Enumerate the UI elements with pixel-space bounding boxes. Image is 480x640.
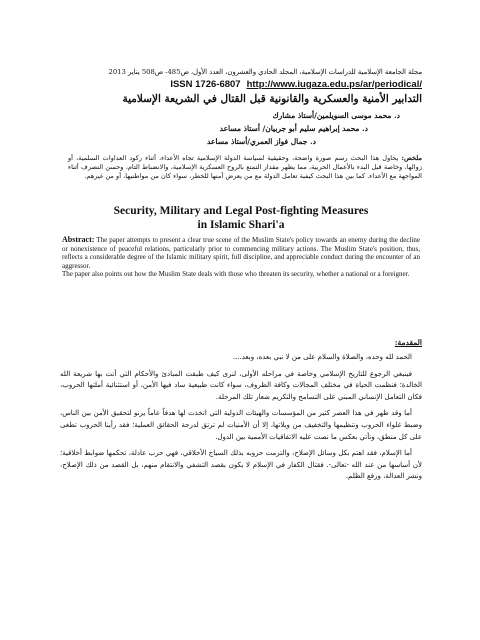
introduction-heading: المقدمة: bbox=[394, 338, 422, 347]
intro-paragraph: أما وقد ظهر في هذا العصر كثير من المؤسسات والهيئات الدولية التي اتخذت لها هدفاً عاماً يرنو لتحقيق الأمن بين الناس، وضبط غلواء الحروب وتنظيمها والتخفيف من ويلاتها، إلا أن الأمنيات لم ترتق لدرجة الحقائق العملية؛ فقد رأينا الحروب تطغى على كل منطق، وتأتي بعكس ما نصت عليه الاتفاقيات الأممية بين الدول. bbox=[60, 409, 422, 441]
intro-paragraph: الحمد لله وحده، والصلاة والسلام على من لا نبي بعده، وبعد.... bbox=[232, 353, 412, 361]
arabic-abstract-text: يحاول هذا البحث رسم صورة واضحة، وحقيقية لسياسة الدولة الإسلامية تجاه الأعداء، أثناء ركود العداوات السلمية، أو زوالها، وخاصة قبل البدء بالأعمال الحربية، مما يظهر مقدار التمتع بالروح العسكرية الإسلامية، والانضباط التام، وحسن التصرف أثناء المواجهة مع الأعداء. كما بين هذا البحث كيفية تعامل الدولة مع من يعرض أمنها للخطر، سواء كان من مواطنيها، أو من غيرهم. bbox=[68, 154, 422, 181]
introduction-body bbox=[60, 352, 422, 488]
english-abstract-text-1: The paper attempts to present a clear true scene of the Muslim State's policy towards an enemy during the decline or nonexistence of peaceful relations, particularly prior to commencing military actions. The Muslim State's position, thus, reflects a considerable degree of the Islamic military spirit, full discipline, and appreciable conduct during the encounter of an aggressor. bbox=[62, 236, 420, 270]
arabic-abstract-label: ملخص: bbox=[401, 154, 422, 162]
english-title bbox=[60, 204, 422, 232]
arabic-abstract bbox=[68, 154, 422, 182]
english-abstract-label: Abstract: bbox=[62, 235, 95, 244]
english-title-line-2: in Islamic Shari'a bbox=[197, 219, 285, 231]
journal-url-link[interactable]: http://www.iugaza.edu.ps/ar/periodical/ bbox=[246, 79, 422, 90]
arabic-title: التدابير الأمنية والعسكرية والقانونية قبل القتال في الشريعة الإسلامية bbox=[122, 93, 422, 105]
author-2: د. محمد إبراهيم سليم أبو جربيان/ أستاذ مساعد bbox=[219, 124, 368, 133]
english-title-line-1: Security, Military and Legal Post-fighting Measures bbox=[113, 205, 369, 217]
journal-citation: مجلة الجامعة الإسلامية للدراسات الإسلامية، المجلد الحادي والعشرون، العدد الأول، ص485- ص508 يناير 2013 bbox=[108, 68, 422, 76]
english-abstract-para-1 bbox=[62, 236, 420, 270]
intro-paragraph: فينبغي الرجوع للتاريخ الإسلامي وخاصة في مراحله الأولى، لنرى كيف طبقت المبادئ والأحكام التي أتت بها شريعة الله الخالدة؛ فنظمت الحياة في مختلف المجالات وكافة الظروف، سواء كانت طبيعية ساد فيها الأمن، أو استثنائية أملتها الحروب، فكان التعامل الإنساني المبني على التسامح والتكريم شعار تلك المرحلة. bbox=[60, 369, 422, 401]
issn-number: ISSN 1726-6807 bbox=[170, 79, 241, 90]
author-3: د. جمال فواز العمري/أستاذ مساعد bbox=[207, 137, 316, 146]
english-abstract bbox=[62, 236, 420, 279]
intro-paragraph: أما الإسلام، فقد اهتم بكل وسائل الإصلاح، والتزمت حروبه بذلك السياج الأخلاقي، فهي حرب عادلة، تحكمها ضوابط أخلاقية؛ لأن أساسها من عند الله -تعالى-. فقتال الكفار في الإسلام لا يكون بقصد التشفي والانتقام منهم، بل القصد من ذلك الإصلاح، ونشر العدالة، ورفع الظلم. bbox=[60, 449, 422, 481]
english-abstract-para-2: The paper also points out how the Muslim State deals with those who threaten its security, whether a national or a foreigner. bbox=[62, 270, 410, 279]
issn-row bbox=[150, 79, 422, 90]
author-1: د. محمد موسى السويلمين/أستاذ مشارك bbox=[272, 111, 400, 120]
